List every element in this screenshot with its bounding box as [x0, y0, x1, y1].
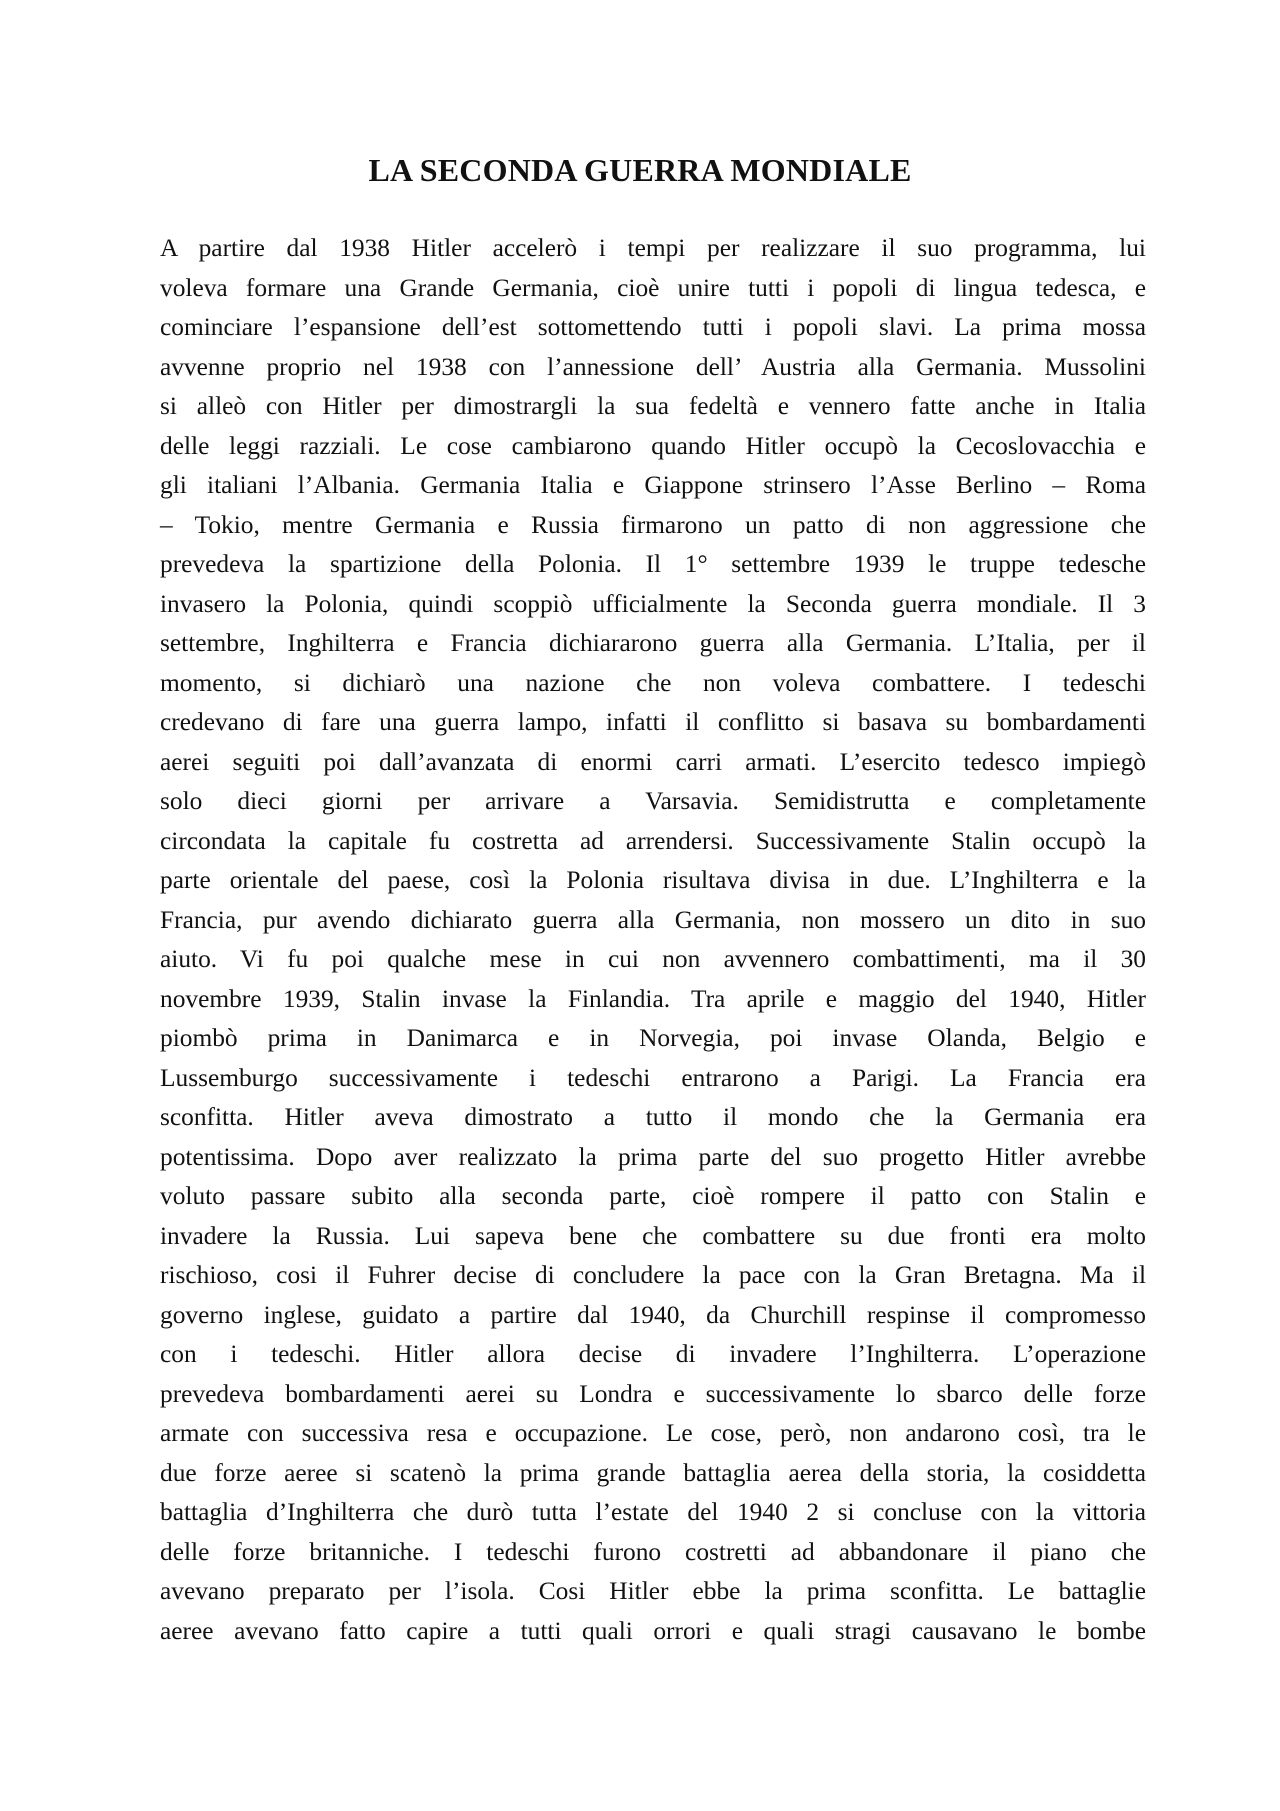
- paragraph-line: delle forze britanniche. I tedeschi furono costretti ad abbandonare il piano che: [160, 1537, 1146, 1566]
- paragraph-line: avvenne proprio nel 1938 con l’annessione dell’ Austria alla Germania. Mussolini: [160, 352, 1146, 381]
- paragraph-line: momento, si dichiarò una nazione che non voleva combattere. I tedeschi: [160, 668, 1146, 697]
- paragraph-line: con i tedeschi. Hitler allora decise di invadere l’Inghilterra. L’operazione: [160, 1340, 1146, 1368]
- paragraph-line: – Tokio, mentre Germania e Russia firmarono un patto di non aggressione che: [160, 510, 1146, 539]
- paragraph-line: aiuto. Vi fu poi qualche mese in cui non avvennero combattimenti, ma il 30: [160, 945, 1146, 973]
- paragraph-line: Francia, pur avendo dichiarato guerra alla Germania, non mossero un dito in suo: [160, 905, 1146, 934]
- paragraph-line: avevano preparato per l’isola. Cosi Hitler ebbe la prima sconfitta. Le battaglie: [160, 1577, 1146, 1605]
- page-title: LA SECONDA GUERRA MONDIALE: [368, 152, 912, 188]
- paragraph-line: governo inglese, guidato a partire dal 1940, da Churchill respinse il compromesso: [160, 1300, 1146, 1329]
- paragraph-line: due forze aeree si scatenò la prima grande battaglia aerea della storia, la cosiddetta: [160, 1458, 1146, 1487]
- paragraph-line: voleva formare una Grande Germania, cioè unire tutti i popoli di lingua tedesca, e: [160, 273, 1146, 302]
- paragraph-line: si alleò con Hitler per dimostrargli la sua fedeltà e vennero fatte anche in Italia: [160, 392, 1146, 420]
- paragraph-line: A partire dal 1938 Hitler accelerò i tempi per realizzare il suo programma, lui: [160, 234, 1146, 262]
- paragraph-line: invasero la Polonia, quindi scoppiò ufficialmente la Seconda guerra mondiale. Il 3: [160, 589, 1146, 618]
- paragraph-line: credevano di fare una guerra lampo, infatti il conflitto si basava su bombardamenti: [160, 708, 1146, 736]
- paragraph-line: prevedeva bombardamenti aerei su Londra e successivamente lo sbarco delle forze: [160, 1379, 1146, 1408]
- paragraph-line: Lussemburgo successivamente i tedeschi entrarono a Parigi. La Francia era: [160, 1063, 1146, 1092]
- paragraph-line: circondata la capitale fu costretta ad arrendersi. Successivamente Stalin occupò la: [160, 826, 1146, 855]
- paragraph-line: aerei seguiti poi dall’avanzata di enormi carri armati. L’esercito tedesco impiegò: [160, 747, 1146, 776]
- paragraph-line: novembre 1939, Stalin invase la Finlandia. Tra aprile e maggio del 1940, Hitler: [160, 984, 1146, 1013]
- paragraph-line: aeree avevano fatto capire a tutti quali orrori e quali stragi causavano le bombe: [160, 1616, 1146, 1645]
- paragraph-line: rischioso, cosi il Fuhrer decise di concludere la pace con la Gran Bretagna. Ma il: [160, 1261, 1146, 1289]
- paragraph-line: solo dieci giorni per arrivare a Varsavia. Semidistrutta e completamente: [160, 787, 1146, 815]
- paragraph-line: prevedeva la spartizione della Polonia. Il 1° settembre 1939 le truppe tedesche: [160, 550, 1146, 578]
- paragraph-line: sconfitta. Hitler aveva dimostrato a tutto il mondo che la Germania era: [160, 1103, 1146, 1131]
- paragraph-line: voluto passare subito alla seconda parte, cioè rompere il patto con Stalin e: [160, 1182, 1146, 1210]
- paragraph-line: piombò prima in Danimarca e in Norvegia, poi invase Olanda, Belgio e: [160, 1024, 1146, 1052]
- paragraph-line: battaglia d’Inghilterra che durò tutta l’estate del 1940 2 si concluse con la vittoria: [160, 1498, 1146, 1526]
- paragraph-line: armate con successiva resa e occupazione. Le cose, però, non andarono così, tra le: [160, 1419, 1146, 1447]
- paragraph-line: gli italiani l’Albania. Germania Italia e Giappone strinsero l’Asse Berlino – Roma: [160, 471, 1146, 499]
- paragraph-line: invadere la Russia. Lui sapeva bene che combattere su due fronti era molto: [160, 1221, 1146, 1250]
- paragraph-line: parte orientale del paese, così la Polonia risultava divisa in due. L’Inghilterra e la: [160, 866, 1146, 894]
- body-paragraph: [160, 229, 1146, 1651]
- paragraph-line: potentissima. Dopo aver realizzato la prima parte del suo progetto Hitler avrebbe: [160, 1142, 1146, 1171]
- paragraph-line: delle leggi razziali. Le cose cambiarono quando Hitler occupò la Cecoslovacchia e: [160, 431, 1146, 460]
- paragraph-line: cominciare l’espansione dell’est sottomettendo tutti i popoli slavi. La prima mossa: [160, 313, 1146, 341]
- paragraph-line: settembre, Inghilterra e Francia dichiararono guerra alla Germania. L’Italia, per il: [160, 629, 1146, 657]
